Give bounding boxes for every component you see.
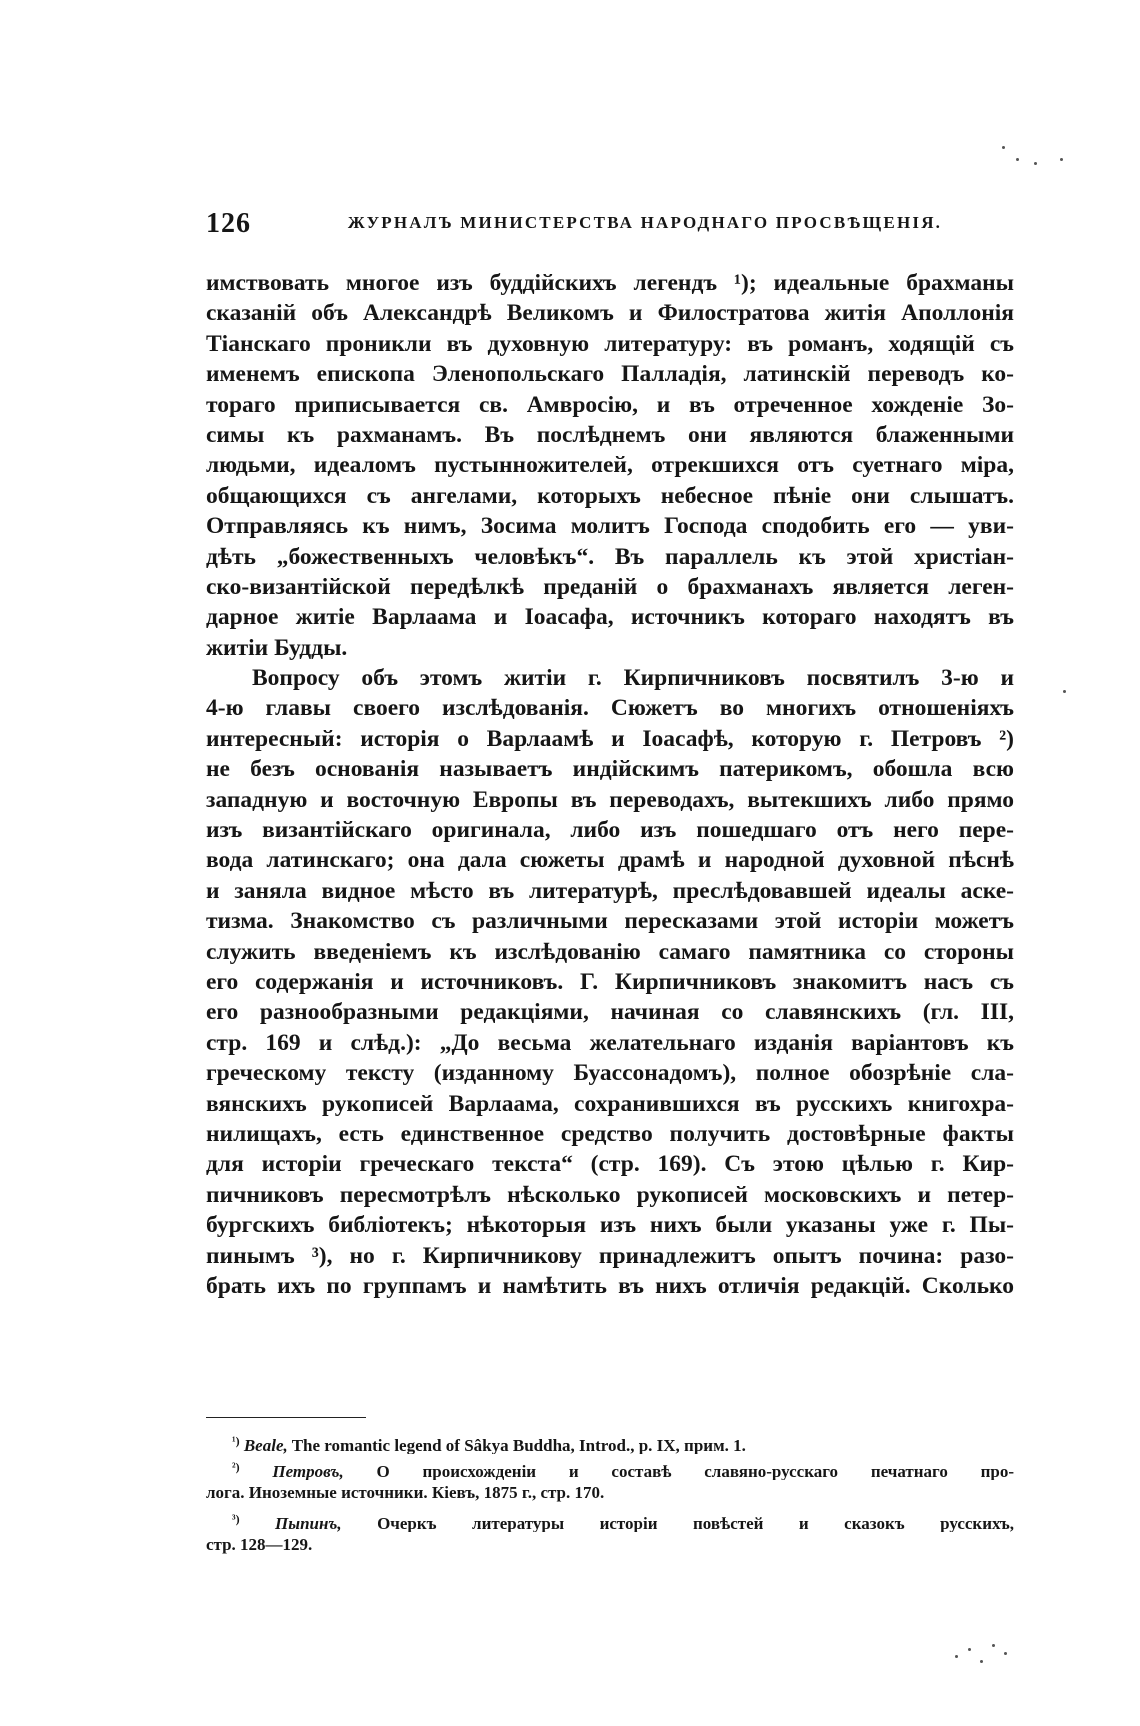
text-line: Отправляясь къ нимъ, Зосима молитъ Господа сподобить его — уви- bbox=[206, 513, 1014, 540]
body-text bbox=[206, 268, 1014, 1301]
text-line: пичниковъ пересмотрѣлъ нѣсколько рукописей московскихъ и петер- bbox=[206, 1181, 1014, 1208]
text-line: именемъ епископа Эленопольскаго Палладія, латинскій переводъ ко- bbox=[206, 361, 1014, 388]
footnote-author: Петровъ, bbox=[272, 1462, 344, 1480]
text-line: и заняла видное мѣсто въ литературѣ, преслѣдовавшей идеалы аске- bbox=[206, 877, 1014, 904]
text-line: сказаній объ Александрѣ Великомъ и Филостратова житія Аполлонія bbox=[206, 300, 1014, 327]
footnote-2 bbox=[206, 1454, 1014, 1506]
text-line: людьми, идеаломъ пустынножителей, отрекшихся отъ суетнаго міра, bbox=[206, 452, 1014, 479]
footnote-text: стр. 128—129. bbox=[206, 1535, 313, 1554]
text-line: дѣть „божественныхъ человѣкъ“. Въ параллель къ этой христіан- bbox=[206, 543, 1014, 570]
text-line: вянскихъ рукописей Варлаама, сохранившихся въ русскихъ книгохра- bbox=[206, 1090, 1014, 1117]
paragraph-1 bbox=[206, 268, 1014, 663]
scan-speck bbox=[968, 1648, 971, 1651]
scan-speck bbox=[955, 1655, 958, 1658]
page-header bbox=[206, 208, 1014, 248]
text-line: пинымъ ³), но г. Кирпичникову принадлежитъ опытъ почина: разо- bbox=[206, 1242, 1014, 1269]
footnote-author: Пыпинъ, bbox=[275, 1514, 342, 1532]
text-line: тораго приписывается св. Амвросію, и въ отреченное хожденіе Зо- bbox=[206, 391, 1014, 418]
text-line: для исторіи греческаго текста“ (стр. 169). Съ этою цѣлью г. Кир- bbox=[206, 1151, 1014, 1178]
text-line: его содержанія и источниковъ. Г. Кирпичниковъ знакомитъ насъ съ bbox=[206, 968, 1014, 995]
scan-speck bbox=[1016, 158, 1019, 161]
footnote-marker: ³) bbox=[232, 1512, 240, 1526]
text-line: бургскихъ библіотекъ; нѣкоторыя изъ нихъ были указаны уже г. Пы- bbox=[206, 1212, 1014, 1239]
scan-speck bbox=[980, 1660, 983, 1663]
scan-speck bbox=[1034, 162, 1037, 165]
text-line: служить введеніемъ къ изслѣдованію самаго памятника со стороны bbox=[206, 938, 1014, 965]
running-title: ЖУРНАЛЪ МИНИСТЕРСТВА НАРОДНАГО ПРОСВѢЩЕНІЯ. bbox=[347, 213, 943, 232]
footnote-marker: ²) bbox=[232, 1460, 240, 1474]
text-line: вода латинскаго; она дала сюжеты драмѣ и народной духовной пѣснѣ bbox=[206, 847, 1014, 874]
footnote-marker: ¹) bbox=[232, 1434, 240, 1448]
text-line: не безъ основанія называетъ индійскимъ патерикомъ, обошла всю bbox=[206, 756, 1014, 783]
text-line: западную и восточную Европы въ переводахъ, вытекшихъ либо прямо bbox=[206, 786, 1014, 813]
text-line: стр. 169 и слѣд.): „До весьма желательнаго изданія варіантовъ къ bbox=[206, 1029, 1014, 1056]
text-line: симы къ рахманамъ. Въ послѣднемъ они являются блаженными bbox=[206, 421, 1014, 448]
text-line: тизма. Знакомство съ различными пересказами этой исторіи можетъ bbox=[206, 908, 1014, 935]
text-line: брать ихъ по группамъ и намѣтить въ нихъ отличія редакцій. Сколько bbox=[206, 1272, 1014, 1299]
text-line: имствовать многое изъ буддійскихъ легендъ ¹); идеальные брахманы bbox=[206, 270, 1014, 296]
page-number: 126 bbox=[206, 208, 251, 239]
scan-speck bbox=[1002, 146, 1005, 149]
footnotes bbox=[206, 1428, 1014, 1558]
scan-speck bbox=[1060, 158, 1063, 161]
text-line: интересный: исторія о Варлаамѣ и Іоасафѣ, которую г. Петровъ ²) bbox=[206, 725, 1014, 752]
footnote-text: О происхожденіи и составѣ славяно-русскаго печатнаго про- bbox=[376, 1462, 1014, 1480]
footnote-divider bbox=[206, 1417, 366, 1418]
footnote-3 bbox=[206, 1506, 1014, 1558]
text-line: нилищахъ, есть единственное средство получить достовѣрные факты bbox=[206, 1120, 1014, 1147]
text-line: ско-византійской передѣлкѣ преданій о брахманахъ является леген- bbox=[206, 573, 1014, 600]
text-line: изъ византійскаго оригинала, либо изъ пошедшаго отъ него пере- bbox=[206, 817, 1014, 844]
text-line: 4-ю главы своего изслѣдованія. Сюжетъ во многихъ отношеніяхъ bbox=[206, 695, 1014, 722]
scan-speck bbox=[1063, 690, 1066, 693]
text-line: его разнообразными редакціями, начиная со славянскихъ (гл. III, bbox=[206, 999, 1014, 1026]
scan-speck bbox=[1004, 1652, 1007, 1655]
text-line: Вопросу объ этомъ житіи г. Кирпичниковъ посвятилъ 3-ю и bbox=[252, 665, 1014, 692]
footnote-text: лога. Иноземные источники. Кіевъ, 1875 г., стр. 170. bbox=[206, 1483, 605, 1502]
text-line: Тіанскаго проникли въ духовную литературу: въ романъ, ходящій съ bbox=[206, 330, 1014, 357]
footnote-text: The romantic legend of Sâkya Buddha, Introd., p. IX, прим. 1. bbox=[291, 1436, 746, 1454]
text-line: греческому тексту (изданному Буассонадомъ), полное обозрѣніе сла- bbox=[206, 1060, 1014, 1087]
footnote-1 bbox=[206, 1428, 1014, 1454]
text-line: житіи Будды. bbox=[206, 634, 348, 661]
paragraph-2 bbox=[206, 663, 1014, 1301]
footnote-author: Beale, bbox=[243, 1436, 288, 1454]
scan-speck bbox=[992, 1644, 995, 1647]
footnote-text: Очеркъ литературы исторіи повѣстей и сказокъ русскихъ, bbox=[377, 1514, 1014, 1532]
text-line: общающихся съ ангелами, которыхъ небесное пѣніе они слышатъ. bbox=[206, 482, 1014, 509]
text-line: дарное житіе Варлаама и Іоасафа, источникъ котораго находятъ въ bbox=[206, 604, 1014, 631]
